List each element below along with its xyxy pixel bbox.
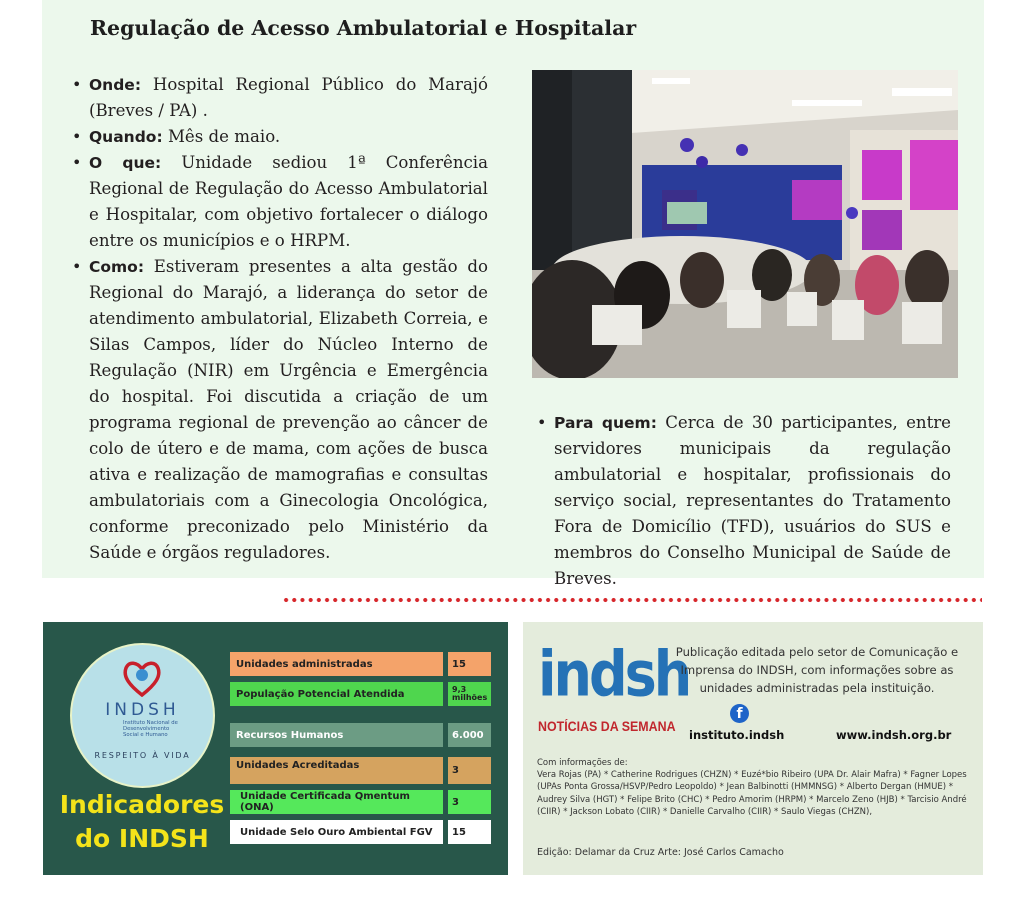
indicator-value: 6.000 [448, 723, 491, 747]
bullet-quando [70, 124, 488, 150]
article-title: Regulação de Acesso Ambulatorial e Hospitalar [90, 16, 637, 40]
indsh-logo [70, 643, 215, 788]
indicator-label: População Potencial Atendida [230, 682, 443, 706]
credits-heading: Com informações de: [537, 758, 628, 768]
heart-logo-icon [122, 659, 162, 697]
indicators-title-line2: do INDSH [75, 824, 209, 853]
bullet-label: Para quem: [554, 414, 657, 432]
edition-credits: Edição: Delamar da Cruz Arte: José Carlos Camacho [537, 847, 784, 858]
bullet-label: O que: [89, 154, 162, 172]
bullet-text: Estiveram presentes a alta gestão do Regional do Marajó, a liderança do setor de atendimento ambulatorial, Elizabeth Correia, e Silas Campos, líder do Núcleo Interno de Regulação (NIR) em Urgência e Emergência do hospital. Foi discutida a criação de um programa regional de prevenção ao câncer de colo de útero e de mama, com ações de busca ativa e realização de mamografias e consultas ambulatoriais com a Ginecologia Oncológica, conforme preconizado pelo Ministério da Saúde e órgãos reguladores. [89, 257, 488, 562]
bullet-onde [70, 72, 488, 124]
indsh-brand-logo [538, 638, 690, 716]
bullet-para-quem [535, 410, 951, 592]
bullet-label: Onde: [89, 76, 142, 94]
credits-text: Vera Rojas (PA) * Catherine Rodrigues (CHZN) * Euzé*bio Ribeiro (UPA Dr. Alair Mafra) * Fagner Lopes (UPAs Ponta Grossa/HSVP/Pedro Leopoldo) * Jean Balbinotti (HMMNSG) * Alberto Dergan (HMUE) * Audrey Silva (HGT) * Felipe Brito (CHC) * Pedro Amorim (HRPM) * Marcelo Zeno (HJB) * Tarcisio André (CIIR) * Jackson Lobato (CIIR) * Danielle Carvalho (CIIR) * Saulo Viegas (CHZN), [537, 770, 967, 817]
logo-motto: RESPEITO À VIDA [94, 751, 191, 760]
article-left-column [70, 72, 488, 566]
logo-subtitle: Instituto Nacional de Desenvolvimento Social e Humano [123, 720, 178, 739]
bullet-text: Unidade sediou 1ª Conferência Regional de Regulação do Acesso Ambulatorial e Hospitalar, com objetivo fortalecer o diálogo entre os municípios e o HRPM. [89, 153, 489, 250]
website-link[interactable]: www.indsh.org.br [836, 728, 952, 742]
brand-wordmark: indsh [538, 638, 690, 711]
bullet-text: Hospital Regional Público do Marajó (Breves / PA) . [89, 75, 489, 120]
indicator-label: Unidade Certificada Qmentum (ONA) [230, 790, 443, 814]
bullet-label: Quando: [89, 128, 163, 146]
indicator-value: 3 [448, 757, 491, 784]
conference-photo [532, 70, 958, 378]
dotted-divider [282, 596, 982, 604]
bullet-label: Como: [89, 258, 145, 276]
credits-block [537, 757, 977, 818]
brand-tagline: NOTÍCIAS DA SEMANA [538, 719, 676, 734]
logo-wordmark: INDSH [105, 700, 180, 720]
indicator-label: Recursos Humanos [230, 723, 443, 747]
bullet-text: Mês de maio. [167, 127, 281, 146]
indicator-value: 3 [448, 790, 491, 814]
bullet-o-que [70, 150, 488, 254]
conference-photo-illustration [532, 70, 958, 378]
bullet-text: Cerca de 30 participantes, entre servidores municipais da regulação ambulatorial e hospitalar, profissionais do serviço social, representantes do Tratamento Fora de Domicílio (TFD), usuários do SUS e membros do Conselho Municipal de Saúde de Breves. [554, 413, 951, 588]
indicator-label: Unidade Selo Ouro Ambiental FGV [230, 820, 443, 844]
facebook-icon[interactable]: f [730, 704, 749, 723]
indicator-value: 15 [448, 820, 491, 844]
publication-description: Publicação editada pelo setor de Comunicação e Imprensa do INDSH, com informações sobre as unidades administradas pela instituição. [675, 645, 959, 695]
indicator-value: 9,3 milhões [448, 682, 491, 706]
bullet-como [70, 254, 488, 566]
article-right-column [535, 410, 951, 592]
indicators-title-line1: Indicadores [59, 790, 225, 819]
indicator-label: Unidades administradas [230, 652, 443, 676]
indicator-value: 15 [448, 652, 491, 676]
indicator-label: Unidades Acreditadas [230, 757, 443, 784]
facebook-handle-link[interactable]: instituto.indsh [689, 728, 785, 742]
indicators-title [52, 788, 232, 856]
